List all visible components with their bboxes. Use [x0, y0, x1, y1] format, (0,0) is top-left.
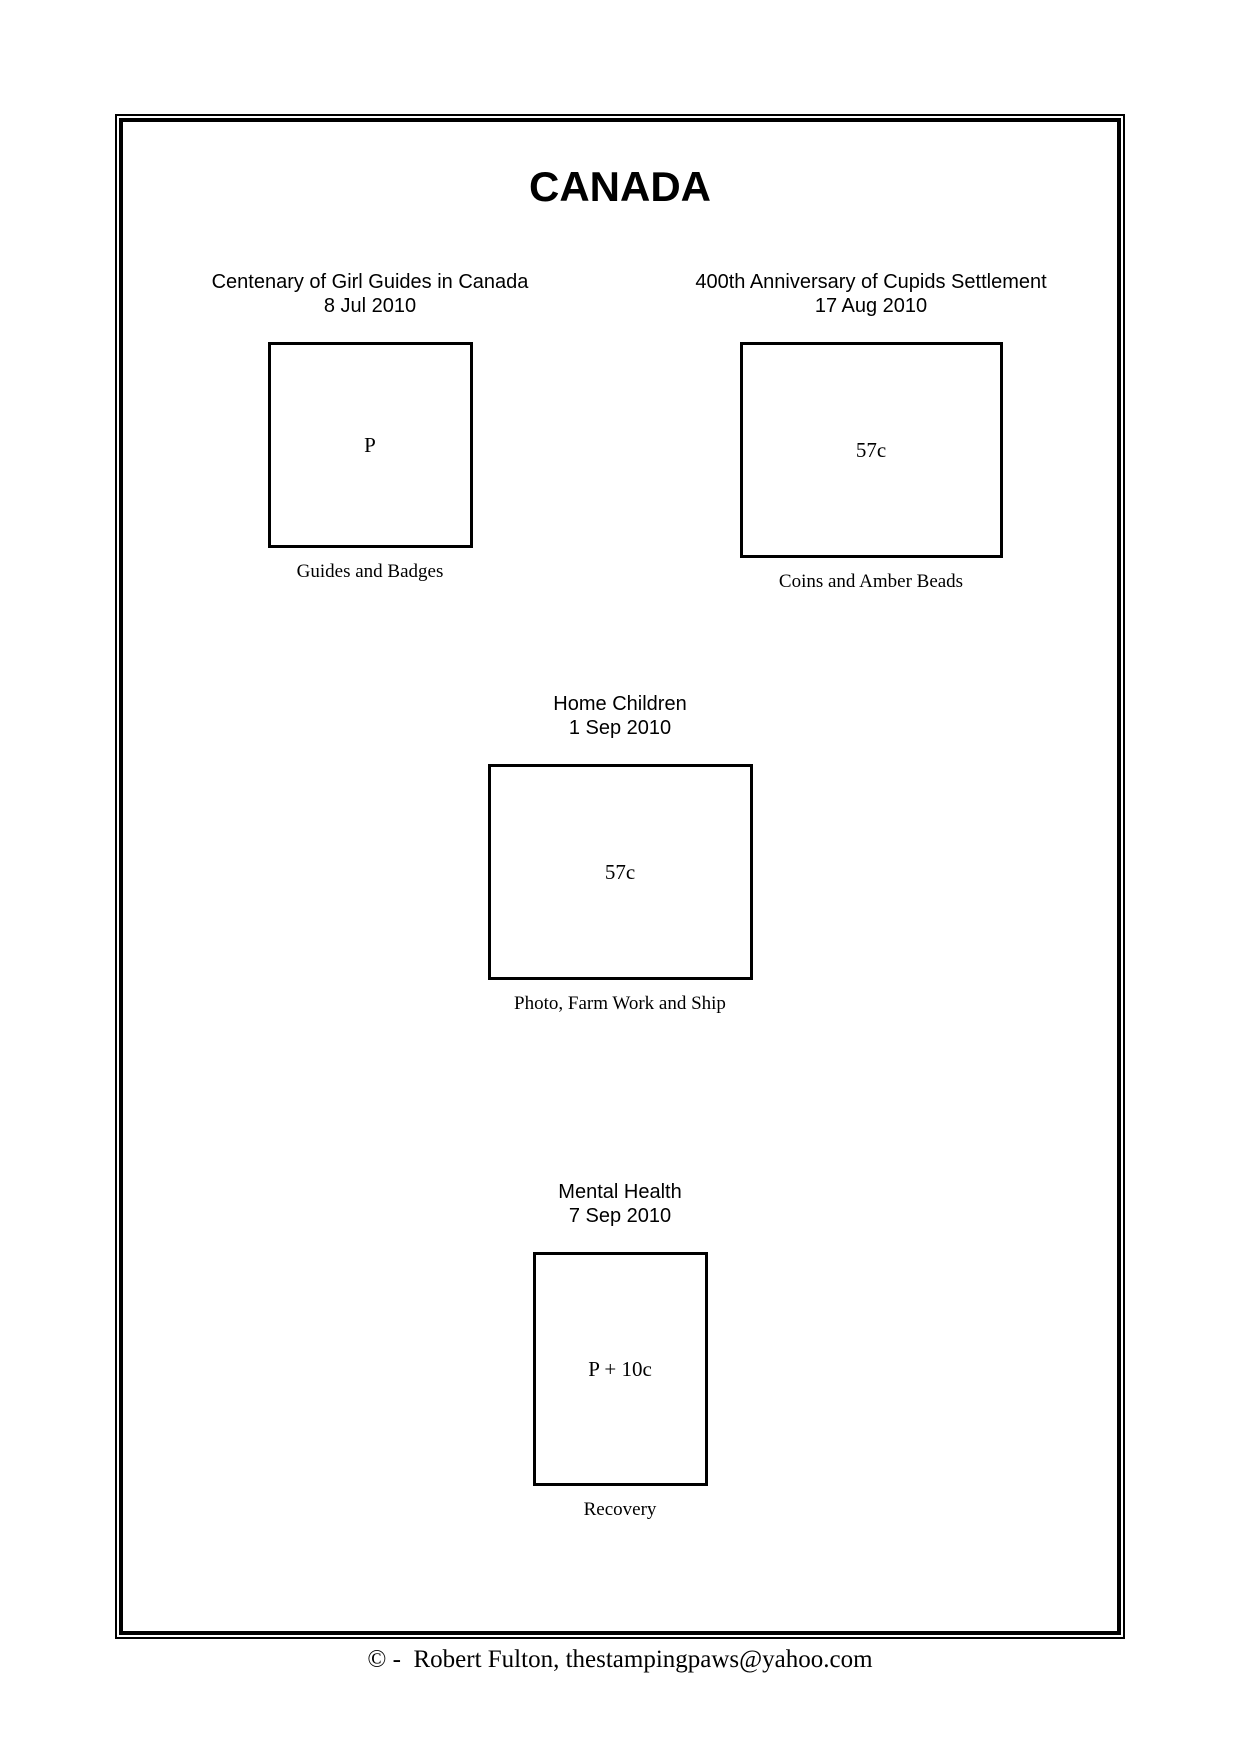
section-title: Mental Health	[558, 1181, 682, 1203]
section-date: 7 Sep 2010	[568, 1205, 672, 1227]
stamp-caption: Guides and Badges	[296, 561, 444, 582]
section-title: Home Children	[553, 693, 687, 715]
stamp-caption: Coins and Amber Beads	[778, 571, 964, 592]
section-title: 400th Anniversary of Cupids Settlement	[695, 271, 1047, 293]
stamp-placeholder-box	[268, 342, 473, 548]
stamp-placeholder-box	[740, 342, 1003, 558]
stamp-section-mental-health	[420, 1180, 820, 1521]
copyright-footer: © - Robert Fulton, thestampingpaws@yahoo.com	[367, 1646, 873, 1673]
stamp-placeholder-box	[533, 1252, 708, 1486]
stamp-denomination: P	[364, 432, 376, 457]
section-header	[695, 270, 1046, 318]
section-header	[212, 270, 529, 318]
stamp-section-home-children	[420, 692, 820, 1015]
stamp-caption: Recovery	[583, 1499, 657, 1520]
section-header	[553, 692, 686, 740]
section-header	[558, 1180, 681, 1228]
stamp-denomination: 57c	[855, 437, 887, 462]
stamp-denomination: P + 10c	[588, 1356, 652, 1381]
section-title: Centenary of Girl Guides in Canada	[211, 271, 529, 293]
stamp-section-girl-guides	[170, 270, 570, 583]
stamp-placeholder-box	[488, 764, 753, 980]
stamp-caption: Photo, Farm Work and Ship	[514, 993, 726, 1014]
stamp-denomination: 57c	[604, 859, 636, 884]
stamp-section-cupids-settlement	[671, 270, 1071, 593]
page-title: CANADA	[529, 163, 711, 210]
section-date: 1 Sep 2010	[568, 717, 672, 739]
section-date: 17 Aug 2010	[814, 295, 928, 317]
section-date: 8 Jul 2010	[323, 295, 417, 317]
